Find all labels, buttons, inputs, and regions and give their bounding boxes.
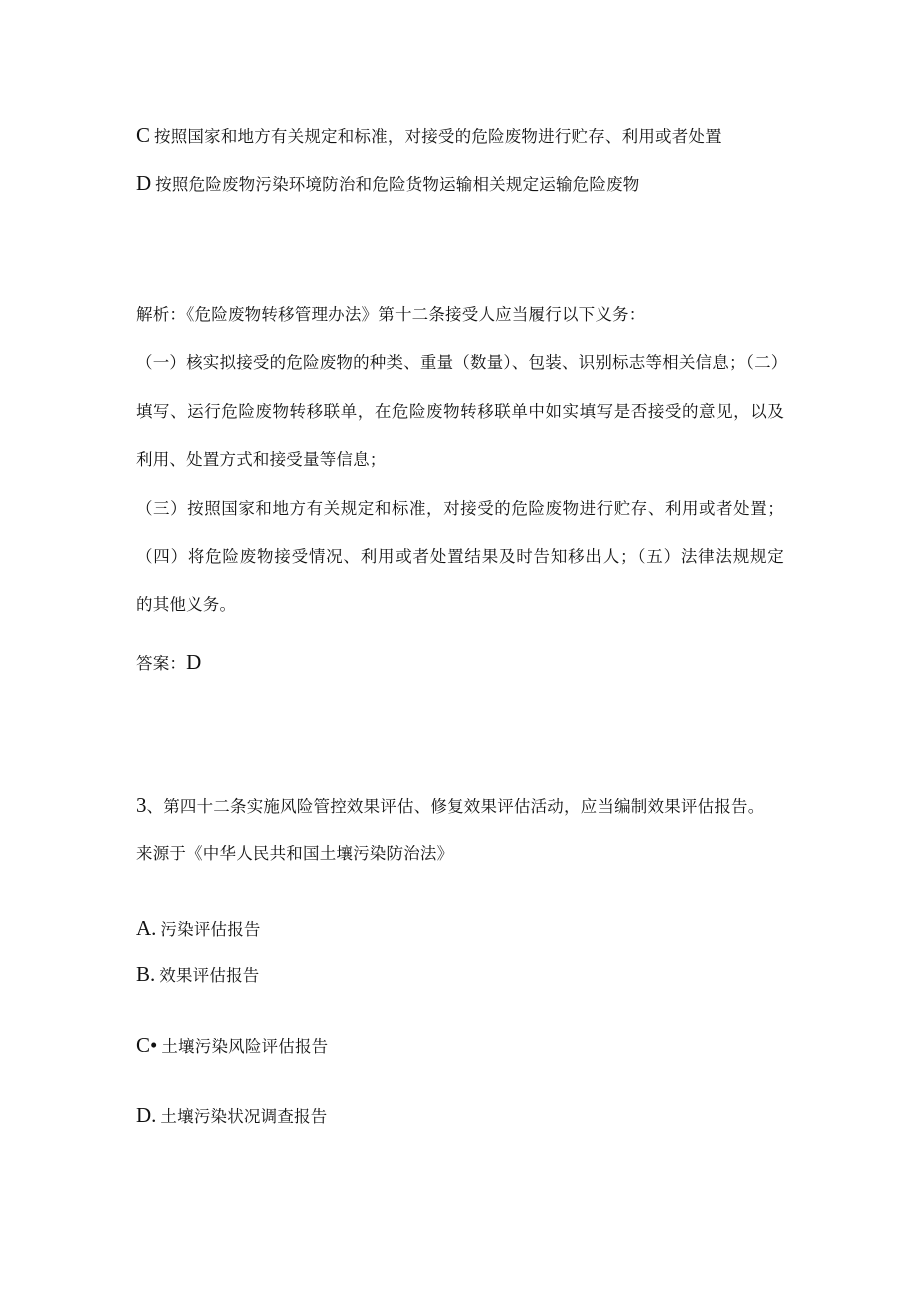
question-3-source: 来源于《中华人民共和国土壤污染防治法》 <box>136 844 454 863</box>
analysis-line-2: （一）核实拟接受的危险废物的种类、重量（数量）、包装、识别标志等相关信息；（二） <box>136 353 788 372</box>
question-3-text: 、第四十二条实施风险管控效果评估、修复效果评估活动，应当编制效果评估报告。 <box>146 797 765 816</box>
option-d <box>136 171 639 197</box>
q3-option-c <box>136 1033 328 1059</box>
option-c-text: 按照国家和地方有关规定和标准，对接受的危险废物进行贮存、利用或者处置 <box>154 127 722 146</box>
option-c <box>136 123 722 149</box>
question-3-stem <box>136 793 764 819</box>
analysis-line-7: 的其他义务。 <box>136 595 237 614</box>
analysis-line-1: 解析：《危险废物转移管理办法》第十二条接受人应当履行以下义务： <box>136 305 646 324</box>
answer-label: 答案： <box>136 654 187 673</box>
q3-option-c-text: 土壤污染风险评估报告 <box>161 1037 329 1056</box>
q3-option-b-letter: B. <box>136 962 156 986</box>
option-c-letter: C <box>136 123 151 147</box>
analysis-line-3: 填写、运行危险废物转移联单，在危险废物转移联单中如实填写是否接受的意见，以及 <box>136 402 784 421</box>
q3-option-d <box>136 1103 327 1129</box>
q3-option-d-letter: D. <box>136 1103 157 1127</box>
option-d-letter: D <box>136 171 152 195</box>
q3-option-a-text: 污染评估报告 <box>160 920 261 939</box>
q3-option-a-letter: A. <box>136 916 157 940</box>
q3-option-a <box>136 916 261 942</box>
answer <box>136 650 205 676</box>
answer-value: D <box>186 650 202 674</box>
analysis-line-6: （四）将危险废物接受情况、利用或者处置结果及时告知移出人；（五）法律法规规定 <box>136 547 784 566</box>
analysis-line-4: 利用、处置方式和接受量等信息； <box>136 450 387 469</box>
question-3-number: 3 <box>136 793 147 817</box>
option-d-text: 按照危险废物污染环境防治和危险货物运输相关规定运输危险废物 <box>155 175 640 194</box>
q3-option-d-text: 土壤污染状况调查报告 <box>160 1107 328 1126</box>
q3-option-b <box>136 962 259 988</box>
analysis-line-5: （三）按照国家和地方有关规定和标准，对接受的危险废物进行贮存、利用或者处置； <box>136 499 784 518</box>
q3-option-c-letter: C• <box>136 1033 158 1057</box>
q3-option-b-text: 效果评估报告 <box>159 966 260 985</box>
